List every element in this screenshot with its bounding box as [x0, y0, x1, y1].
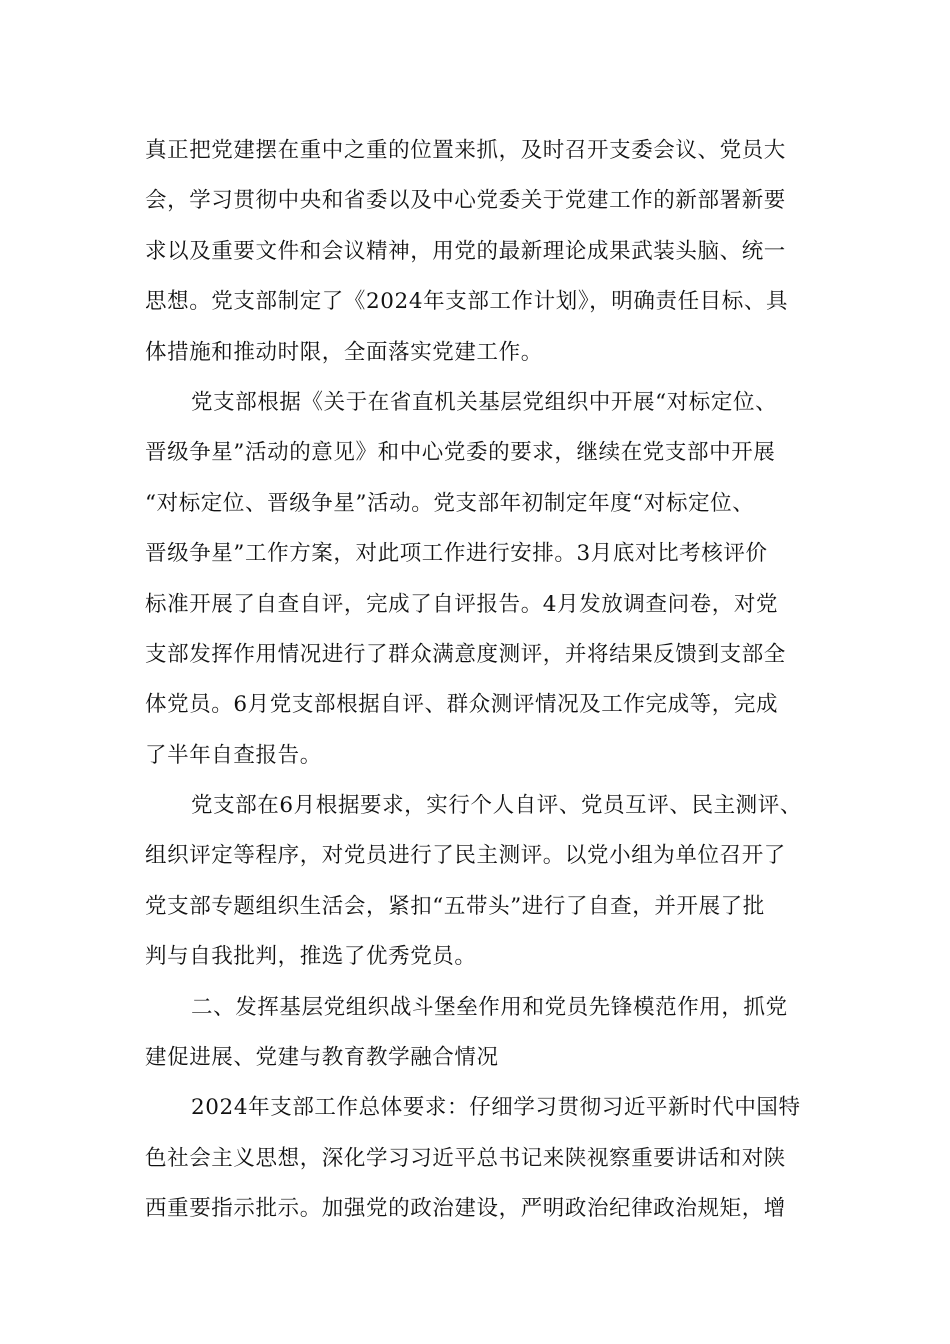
text-line: 党支部根据《关于在省直机关基层党组织中开展“对标定位、 [191, 389, 778, 415]
text-line: 求以及重要文件和会议精神，用党的最新理论成果武装头脑、统一 [145, 238, 786, 264]
text-line: 了半年自查报告。 [145, 742, 322, 768]
text-line: 晋级争星”活动的意见》和中心党委的要求，继续在党支部中开展 [145, 440, 776, 466]
text-line: 2024年支部工作总体要求：仔细学习贯彻习近平新时代中国特 [191, 1095, 801, 1121]
text-line: 晋级争星”工作方案，对此项工作进行安排。3月底对比考核评价 [145, 541, 768, 567]
section-heading [145, 983, 815, 1084]
text-line: 会，学习贯彻中央和省委以及中心党委关于党建工作的新部署新要 [145, 188, 786, 214]
heading-line: 二、发挥基层党组织战斗堡垒作用和党员先锋模范作用，抓党 [191, 994, 788, 1020]
text-line: 真正把党建摆在重中之重的位置来抓，及时召开支委会议、党员大 [145, 138, 786, 163]
text-line: 西重要指示批示。加强党的政治建设，严明政治纪律政治规矩，增 [145, 1196, 786, 1222]
text-line: 判与自我批判，推选了优秀党员。 [145, 944, 477, 970]
text-line: 支部发挥作用情况进行了群众满意度测评，并将结果反馈到支部全 [145, 641, 786, 667]
text-line: 党支部专题组织生活会，紧扣“五带头”进行了自查，并开展了批 [145, 893, 765, 919]
paragraph-1 [145, 126, 815, 378]
text-line: 体措施和推动时限，全面落实党建工作。 [145, 339, 543, 365]
text-line: 组织评定等程序，对党员进行了民主测评。以党小组为单位召开了 [145, 843, 786, 869]
paragraph-2 [145, 378, 815, 781]
text-line: 体党员。6月党支部根据自评、群众测评情况及工作完成等，完成 [145, 692, 779, 718]
text-line: 标准开展了自查自评，完成了自评报告。4月发放调查问卷，对党 [145, 591, 779, 617]
text-line: 色社会主义思想，深化学习习近平总书记来陕视察重要讲话和对陕 [145, 1145, 786, 1171]
text-line: “对标定位、晋级争星”活动。党支部年初制定年度“对标定位、 [145, 490, 755, 516]
paragraph-4 [145, 1083, 815, 1234]
text-line: 党支部在6月根据要求，实行个人自评、党员互评、民主测评、 [191, 793, 802, 819]
text-line: 思想。党支部制定了《2024年支部工作计划》，明确责任目标、具 [145, 289, 789, 315]
document-body [145, 126, 815, 1235]
heading-line: 建促进展、党建与教育教学融合情况 [145, 1045, 499, 1071]
paragraph-3 [145, 781, 815, 983]
